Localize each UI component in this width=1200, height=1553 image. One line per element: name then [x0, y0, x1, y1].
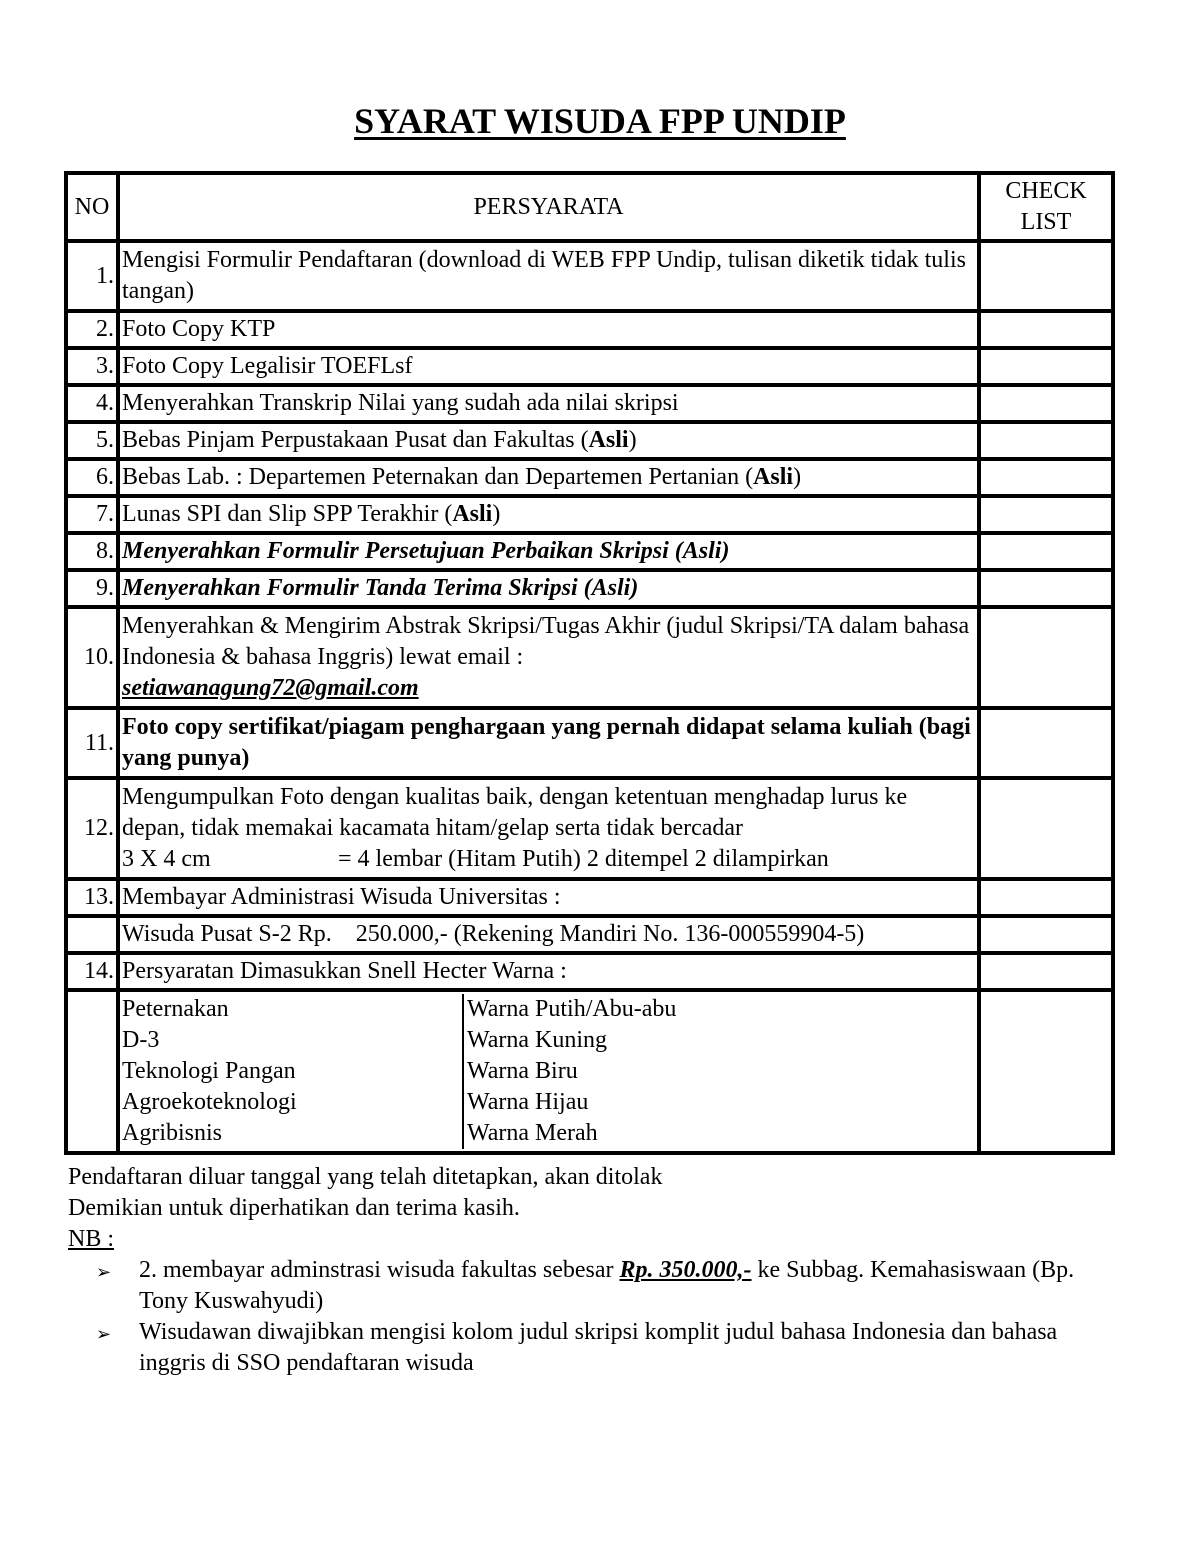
row-text: Persyaratan Dimasukkan Snell Hecter Warna : [118, 953, 979, 990]
header-no: NO [66, 173, 118, 241]
faculty-item: Teknologi Pangan [122, 1058, 296, 1084]
row-text: Wisuda Pusat S-2 Rp. 250.000,- (Rekening Mandiri No. 136-000559904-5) [118, 916, 979, 953]
checklist-cell[interactable] [979, 570, 1113, 607]
faculty-item: Agribisnis [122, 1120, 223, 1146]
email-link[interactable]: setiawanagung72@gmail.com [122, 675, 419, 701]
color-table-row [66, 990, 1113, 1153]
row-text [118, 607, 979, 708]
row-text: Menyerahkan Formulir Tanda Terima Skripsi (Asli) [118, 570, 979, 607]
table-row [66, 385, 1113, 422]
note-line: Demikian untuk diperhatikan dan terima kasih. [68, 1195, 520, 1221]
checklist-cell[interactable] [979, 459, 1113, 496]
row-number [66, 990, 118, 1153]
bullet-text: Wisudawan diwajibkan mengisi kolom judul skripsi komplit judul bahasa Indonesia dan bahasa inggris di SSO pendaftaran wisuda [139, 1319, 1058, 1376]
fee-amount: Rp. 350.000,- [619, 1257, 752, 1283]
table-row [66, 953, 1113, 990]
table-row [66, 607, 1113, 708]
row-number: 9. [66, 570, 118, 607]
table-row [66, 348, 1113, 385]
checklist-cell[interactable] [979, 607, 1113, 708]
row-text-bold: Asli [452, 501, 493, 527]
row-text-bold: Asli [588, 427, 629, 453]
color-item: Warna Merah [467, 1120, 598, 1146]
row-number: 8. [66, 533, 118, 570]
row-text [118, 422, 979, 459]
checklist-cell[interactable] [979, 916, 1113, 953]
checklist-cell[interactable] [979, 311, 1113, 348]
row-text [118, 459, 979, 496]
table-header-row [66, 173, 1113, 241]
checklist-cell[interactable] [979, 533, 1113, 570]
row-number: 1. [66, 241, 118, 311]
checklist-cell[interactable] [979, 708, 1113, 778]
faculty-item: D-3 [122, 1027, 160, 1053]
row-number: 2. [66, 311, 118, 348]
row-text [118, 496, 979, 533]
row-text-main: Mengumpulkan Foto dengan kualitas baik, dengan ketentuan menghadap lurus ke depan, tidak memakai kacamata hitam/gelap serta tidak bercadar [122, 784, 908, 841]
arrow-bullet-icon: ➢ [95, 1324, 112, 1344]
table-row [66, 459, 1113, 496]
row-text: Menyerahkan Transkrip Nilai yang sudah ada nilai skripsi [118, 385, 979, 422]
photo-count: = 4 lembar (Hitam Putih) 2 ditempel 2 dilampirkan [338, 846, 829, 872]
row-number: 6. [66, 459, 118, 496]
row-text-tail: ) [492, 501, 501, 527]
checklist-cell[interactable] [979, 953, 1113, 990]
bullet-text-post: ke Subbag. Kemahasiswaan (Bp. Tony Kuswahyudi) [139, 1257, 1075, 1314]
row-number [66, 916, 118, 953]
table-row [66, 778, 1113, 879]
checklist-cell[interactable] [979, 496, 1113, 533]
table-row [66, 916, 1113, 953]
row-text-bold: Asli [753, 464, 794, 490]
row-number: 5. [66, 422, 118, 459]
row-text-main: Bebas Pinjam Perpustakaan Pusat dan Fakultas ( [122, 427, 589, 453]
faculty-column [122, 994, 464, 1149]
row-text: Foto copy sertifikat/piagam penghargaan yang pernah didapat selama kuliah (bagi yang punya) [118, 708, 979, 778]
row-text: Menyerahkan Formulir Persetujuan Perbaikan Skripsi (Asli) [118, 533, 979, 570]
row-number: 10. [66, 607, 118, 708]
checklist-cell[interactable] [979, 778, 1113, 879]
checklist-cell[interactable] [979, 422, 1113, 459]
bullet-item [68, 1255, 1128, 1317]
row-text-tail: ) [628, 427, 637, 453]
color-column [464, 994, 676, 1149]
table-row [66, 422, 1113, 459]
table-row [66, 241, 1113, 311]
faculty-item: Peternakan [122, 996, 229, 1022]
color-item: Warna Kuning [467, 1027, 608, 1053]
notes-section [68, 1162, 1128, 1379]
row-number: 14. [66, 953, 118, 990]
table-row [66, 496, 1113, 533]
row-text-main: Lunas SPI dan Slip SPP Terakhir ( [122, 501, 453, 527]
checklist-cell[interactable] [979, 348, 1113, 385]
table-row [66, 570, 1113, 607]
table-row [66, 533, 1113, 570]
header-checklist: CHECK LIST [979, 173, 1113, 241]
color-item: Warna Putih/Abu-abu [467, 996, 677, 1022]
photo-size: 3 X 4 cm [122, 846, 211, 872]
row-number: 13. [66, 879, 118, 916]
color-grid [122, 994, 975, 1149]
row-text-tail: ) [793, 464, 802, 490]
table-row [66, 311, 1113, 348]
row-text: Mengisi Formulir Pendaftaran (download di WEB FPP Undip, tulisan diketik tidak tulis tangan) [118, 241, 979, 311]
bullet-text [139, 1255, 1128, 1317]
table-row [66, 708, 1113, 778]
row-number: 11. [66, 708, 118, 778]
note-line: Pendaftaran diluar tanggal yang telah ditetapkan, akan ditolak [68, 1164, 663, 1190]
checklist-cell[interactable] [979, 879, 1113, 916]
checklist-cell[interactable] [979, 385, 1113, 422]
row-text [118, 778, 979, 879]
row-number: 4. [66, 385, 118, 422]
row-text: Membayar Administrasi Wisuda Universitas : [118, 879, 979, 916]
row-text: Foto Copy KTP [118, 311, 979, 348]
color-item: Warna Hijau [467, 1089, 589, 1115]
checklist-cell[interactable] [979, 241, 1113, 311]
row-text-main: Bebas Lab. : Departemen Peternakan dan Departemen Pertanian ( [122, 464, 754, 490]
row-text-main: Menyerahkan & Mengirim Abstrak Skripsi/Tugas Akhir (judul Skripsi/TA dalam bahasa Indonesia & bahasa Inggris) lewat email : [122, 613, 970, 670]
bullet-text-pre: 2. membayar adminstrasi wisuda fakultas sebesar [139, 1257, 620, 1283]
row-number: 7. [66, 496, 118, 533]
arrow-bullet-icon: ➢ [95, 1262, 112, 1282]
bullet-item [68, 1317, 1128, 1379]
table-row [66, 879, 1113, 916]
color-list [118, 990, 979, 1153]
nb-label: NB : [68, 1226, 115, 1252]
page-title: SYARAT WISUDA FPP UNDIP [354, 101, 846, 141]
checklist-cell[interactable] [979, 990, 1113, 1153]
color-item: Warna Biru [467, 1058, 578, 1084]
row-number: 12. [66, 778, 118, 879]
requirements-table [64, 171, 1115, 1155]
row-number: 3. [66, 348, 118, 385]
header-requirement: PERSYARATA [118, 173, 979, 241]
row-text: Foto Copy Legalisir TOEFLsf [118, 348, 979, 385]
faculty-item: Agroekoteknologi [122, 1089, 297, 1115]
